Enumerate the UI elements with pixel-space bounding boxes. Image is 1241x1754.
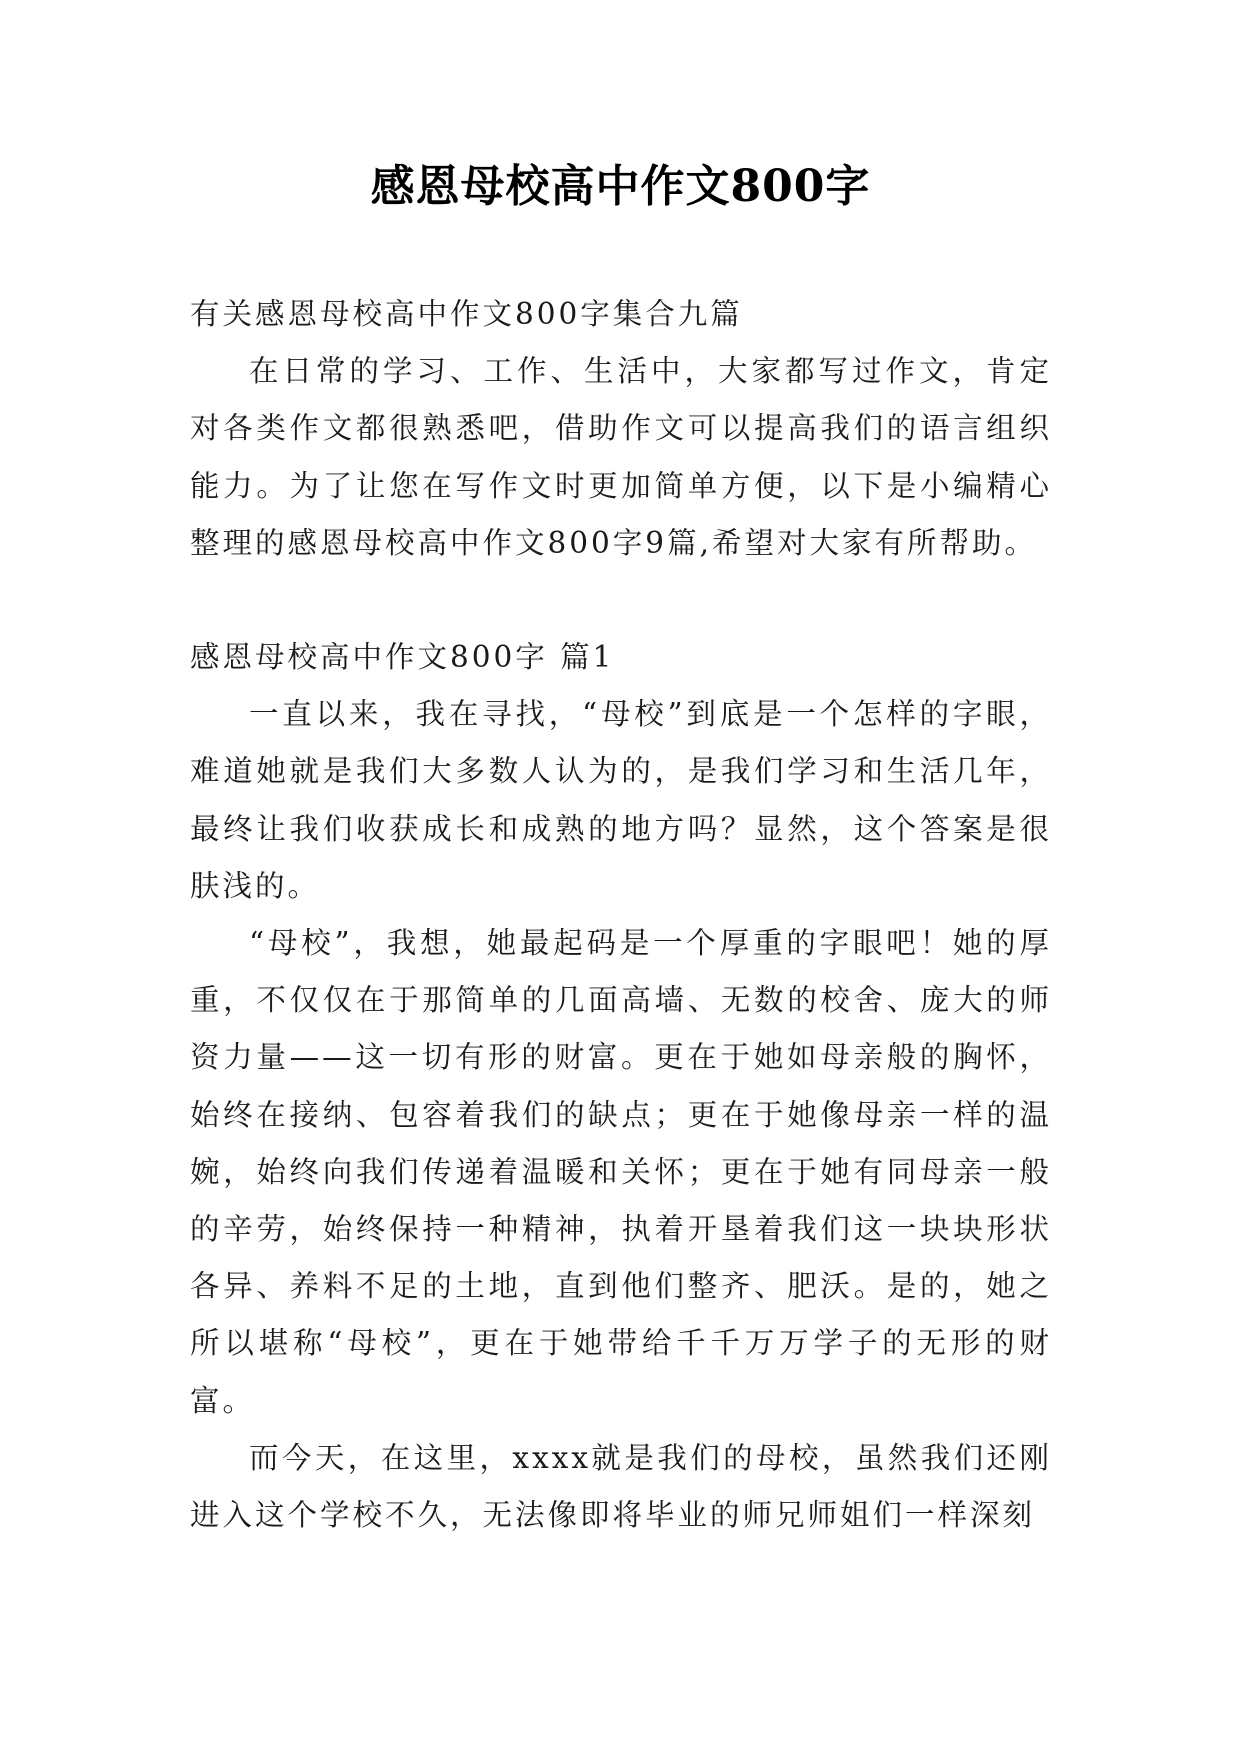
section-heading: 感恩母校高中作文800字 篇1 [190,640,615,675]
body-paragraph: “母校”，我想，她最起码是一个厚重的字眼吧！她的厚重，不仅仅在于那简单的几面高墙、无数的校舍、庞大的师资力量——这一切有形的财富。更在于她如母亲般的胸怀，始终在接纳、包容着我们的缺点；更在于她像母亲一样的温婉，始终向我们传递着温暖和关怀；更在于她有同母亲一般的辛劳，始终保持一种精神，执着开垦着我们这一块块形状各异、养料不足的土地，直到他们整齐、肥沃。是的，她之所以堪称“母校”，更在于她带给千千万万学子的无形的财富。 [190,926,1052,1418]
document-subtitle: 有关感恩母校高中作文800字集合九篇 [190,297,743,331]
document-body [190,286,1052,1544]
body-paragraph: 一直以来，我在寻找，“母校”到底是一个怎样的字眼，难道她就是我们大多数人认为的，是我们学习和生活几年，最终让我们收获成长和成熟的地方吗？显然，这个答案是很肤浅的。 [190,697,1052,903]
body-paragraph: 而今天，在这里，xxxx就是我们的母校，虽然我们还刚进入这个学校不久，无法像即将毕业的师兄师姐们一样深刻 [190,1440,1052,1533]
section-spacer [190,572,1052,629]
document-title: 感恩母校高中作文800字 [370,161,871,212]
intro-paragraph: 在日常的学习、工作、生活中，大家都写过作文，肯定对各类作文都很熟悉吧，借助作文可以提高我们的语言组织能力。为了让您在写作文时更加简单方便，以下是小编精心整理的感恩母校高中作文800字9篇,希望对大家有所帮助。 [190,354,1052,560]
